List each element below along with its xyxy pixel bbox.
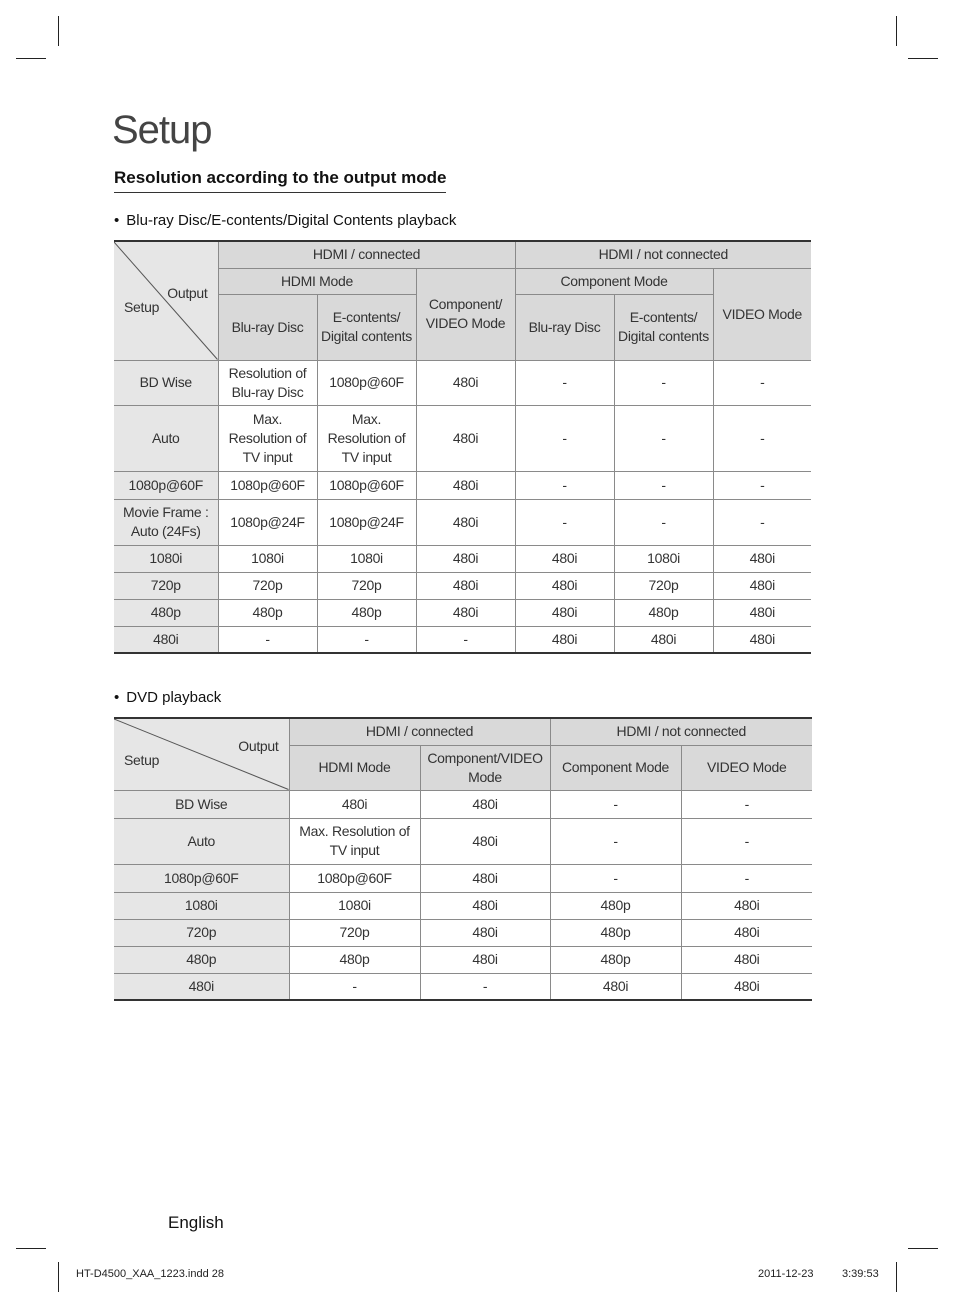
table-cell: Max. Resolution of TV input — [218, 405, 317, 471]
header-hdmi-mode: HDMI Mode — [289, 745, 420, 790]
table-cell: 480i — [416, 405, 515, 471]
table-cell: 720p — [218, 572, 317, 599]
table-row — [114, 818, 812, 864]
crop-mark — [16, 58, 46, 59]
bluray-resolution-table — [114, 240, 811, 654]
table-cell: - — [614, 405, 713, 471]
table-cell: 480i — [713, 626, 811, 653]
header-hdmi-mode: HDMI Mode — [218, 268, 416, 294]
table-cell: 480i — [515, 599, 614, 626]
table-cell: Resolution of Blu-ray Disc — [218, 360, 317, 405]
table-cell: 720p — [289, 919, 420, 946]
header-output-label: Output — [238, 738, 279, 754]
crop-mark — [896, 1262, 897, 1292]
table-cell: 480i — [420, 892, 550, 919]
table-cell: 480i — [515, 626, 614, 653]
section-heading: Resolution according to the output mode — [114, 168, 446, 193]
table-cell: - — [713, 499, 811, 545]
table-cell: 480i — [681, 919, 812, 946]
header-econtents: E-contents/ Digital contents — [317, 294, 416, 360]
table-cell: - — [713, 360, 811, 405]
table-cell: - — [515, 499, 614, 545]
row-header: Movie Frame : Auto (24Fs) — [114, 499, 218, 545]
row-header: 1080p@60F — [114, 864, 289, 892]
row-header: 1080i — [114, 892, 289, 919]
table-cell: - — [713, 471, 811, 499]
header-bluray-disc: Blu-ray Disc — [515, 294, 614, 360]
footer-file-info: HT-D4500_XAA_1223.indd 28 — [76, 1268, 224, 1280]
table-cell: 480p — [550, 946, 681, 973]
row-header: 480p — [114, 599, 218, 626]
language-label: English — [168, 1213, 224, 1232]
table-cell: 1080i — [317, 545, 416, 572]
table-cell: 480i — [681, 892, 812, 919]
table-cell: 1080p@24F — [317, 499, 416, 545]
table-cell: 480p — [550, 919, 681, 946]
table-cell: - — [550, 818, 681, 864]
header-setup-label: Setup — [124, 299, 160, 315]
crop-mark — [896, 16, 897, 46]
table-cell: 480i — [515, 545, 614, 572]
table-row — [114, 973, 812, 1000]
row-header: 720p — [114, 919, 289, 946]
table-cell: 480i — [416, 545, 515, 572]
header-econtents: E-contents/ Digital contents — [614, 294, 713, 360]
table-row — [114, 545, 811, 572]
crop-mark — [908, 58, 938, 59]
table-cell: - — [614, 360, 713, 405]
table-cell: - — [681, 790, 812, 818]
table-cell: 480i — [420, 790, 550, 818]
table-cell: 1080i — [289, 892, 420, 919]
table-cell: 480i — [420, 946, 550, 973]
table-cell: 720p — [614, 572, 713, 599]
crop-mark — [58, 1262, 59, 1292]
table-cell: Max. Resolution of TV input — [317, 405, 416, 471]
footer-date: 2011-12-23 — [758, 1268, 814, 1280]
table-cell: 720p — [317, 572, 416, 599]
row-header: Auto — [114, 405, 218, 471]
header-component-mode: Component Mode — [550, 745, 681, 790]
table-cell: 480i — [713, 572, 811, 599]
table-row — [114, 572, 811, 599]
dvd-resolution-table — [114, 717, 812, 1001]
table-cell: - — [515, 360, 614, 405]
diagonal-header-cell — [114, 718, 289, 790]
table-cell: - — [218, 626, 317, 653]
table-cell: - — [515, 471, 614, 499]
table-cell: - — [614, 499, 713, 545]
header-output-label: Output — [167, 285, 208, 301]
table-cell: 480i — [416, 471, 515, 499]
row-header: 720p — [114, 572, 218, 599]
table-cell: - — [550, 864, 681, 892]
table-cell: - — [614, 471, 713, 499]
table-cell: 480i — [713, 545, 811, 572]
table-row — [114, 919, 812, 946]
table-cell: 480i — [416, 360, 515, 405]
table-cell: 1080p@60F — [289, 864, 420, 892]
bluray-bullet: • Blu-ray Disc/E-contents/Digital Contents playback — [114, 212, 456, 229]
dvd-bullet: • DVD playback — [114, 689, 221, 706]
row-header: Auto — [114, 818, 289, 864]
header-bluray-disc: Blu-ray Disc — [218, 294, 317, 360]
table-cell: 480i — [289, 790, 420, 818]
header-setup-label: Setup — [124, 752, 160, 768]
header-hdmi-not-connected: HDMI / not connected — [550, 718, 812, 745]
table-cell: 480p — [218, 599, 317, 626]
header-hdmi-connected: HDMI / connected — [218, 241, 515, 268]
table-cell: 1080p@60F — [218, 471, 317, 499]
diagonal-header-cell — [114, 241, 218, 360]
header-hdmi-not-connected: HDMI / not connected — [515, 241, 811, 268]
header-component-video-mode: Component/ VIDEO Mode — [416, 268, 515, 360]
header-component-video-mode: Component/VIDEO Mode — [420, 745, 550, 790]
table-cell: 480p — [550, 892, 681, 919]
table-cell: - — [317, 626, 416, 653]
table-cell: 480p — [614, 599, 713, 626]
table-row — [114, 599, 811, 626]
table-cell: 1080p@60F — [317, 360, 416, 405]
crop-mark — [16, 1248, 46, 1249]
row-header: BD Wise — [114, 360, 218, 405]
footer-time: 3:39:53 — [842, 1268, 879, 1280]
table-cell: - — [420, 973, 550, 1000]
table-cell: 480i — [681, 946, 812, 973]
table-cell: 480i — [515, 572, 614, 599]
table-row — [114, 626, 811, 653]
table-cell: 480i — [416, 499, 515, 545]
header-video-mode: VIDEO Mode — [681, 745, 812, 790]
table-cell: 480i — [681, 973, 812, 1000]
table-cell: 480i — [416, 572, 515, 599]
table-cell: 1080p@60F — [317, 471, 416, 499]
table-cell: - — [681, 864, 812, 892]
table-cell: - — [289, 973, 420, 1000]
table-row — [114, 864, 812, 892]
table-cell: - — [416, 626, 515, 653]
crop-mark — [58, 16, 59, 46]
table-cell: 1080p@24F — [218, 499, 317, 545]
row-header: 1080p@60F — [114, 471, 218, 499]
row-header: 480p — [114, 946, 289, 973]
table-cell: 480i — [420, 864, 550, 892]
row-header: 480i — [114, 973, 289, 1000]
table-cell: 1080i — [218, 545, 317, 572]
table-row — [114, 405, 811, 471]
table-row — [114, 360, 811, 405]
table-cell: - — [681, 818, 812, 864]
table-cell: 480p — [289, 946, 420, 973]
table-cell: - — [515, 405, 614, 471]
row-header: 480i — [114, 626, 218, 653]
header-component-mode: Component Mode — [515, 268, 713, 294]
table-cell: 480i — [420, 818, 550, 864]
header-hdmi-connected: HDMI / connected — [289, 718, 550, 745]
header-video-mode: VIDEO Mode — [713, 268, 811, 360]
row-header: BD Wise — [114, 790, 289, 818]
table-cell: - — [550, 790, 681, 818]
table-row — [114, 790, 812, 818]
table-row — [114, 499, 811, 545]
table-row — [114, 892, 812, 919]
table-cell: 480i — [420, 919, 550, 946]
page-title: Setup — [112, 108, 212, 152]
table-cell: 1080i — [614, 545, 713, 572]
row-header: 1080i — [114, 545, 218, 572]
table-cell: 480i — [550, 973, 681, 1000]
table-row — [114, 946, 812, 973]
table-row — [114, 471, 811, 499]
table-cell: 480i — [416, 599, 515, 626]
table-cell: 480p — [317, 599, 416, 626]
table-cell: - — [713, 405, 811, 471]
table-cell: 480i — [713, 599, 811, 626]
crop-mark — [908, 1248, 938, 1249]
table-cell: Max. Resolution of TV input — [289, 818, 420, 864]
table-cell: 480i — [614, 626, 713, 653]
